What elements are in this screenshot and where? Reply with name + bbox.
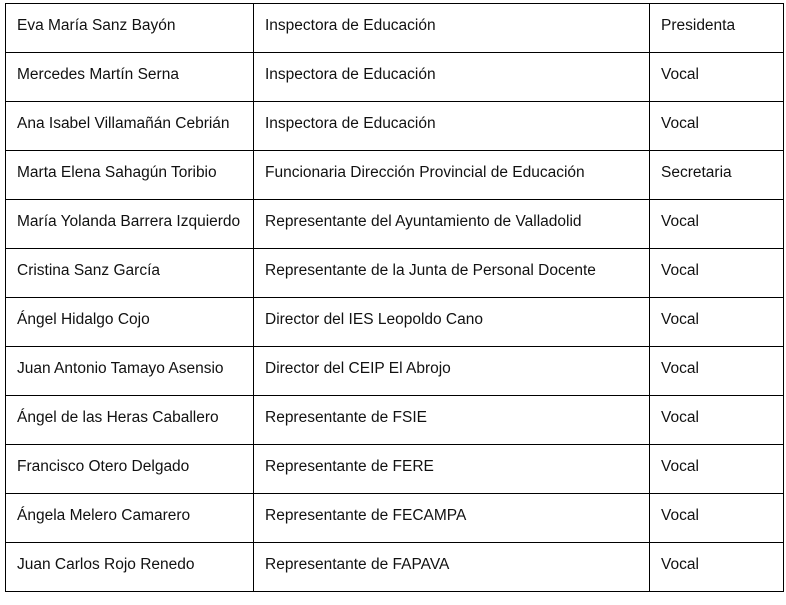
member-role-cell (254, 543, 650, 592)
table-row (6, 53, 784, 102)
members-table-container (5, 3, 784, 592)
member-position: Vocal (661, 66, 699, 83)
member-name: Ángel de las Heras Caballero (17, 409, 219, 426)
members-table-body (6, 4, 784, 592)
table-row (6, 494, 784, 543)
member-name-cell (6, 543, 254, 592)
member-name: Juan Antonio Tamayo Asensio (17, 360, 224, 377)
table-row (6, 151, 784, 200)
member-role-cell (254, 53, 650, 102)
member-name-cell (6, 298, 254, 347)
member-position-cell (650, 53, 784, 102)
table-row (6, 200, 784, 249)
member-name-cell (6, 4, 254, 53)
member-name: Eva María Sanz Bayón (17, 17, 176, 34)
table-row (6, 396, 784, 445)
member-role: Director del IES Leopoldo Cano (265, 311, 483, 328)
table-row (6, 249, 784, 298)
member-name-cell (6, 102, 254, 151)
member-name-cell (6, 53, 254, 102)
member-position-cell (650, 298, 784, 347)
member-position-cell (650, 102, 784, 151)
member-name-cell (6, 494, 254, 543)
member-role-cell (254, 151, 650, 200)
member-role: Funcionaria Dirección Provincial de Educación (265, 164, 585, 181)
member-role-cell (254, 200, 650, 249)
member-name-cell (6, 200, 254, 249)
member-position: Vocal (661, 360, 699, 377)
member-name-cell (6, 249, 254, 298)
member-name: Mercedes Martín Serna (17, 66, 179, 83)
member-position-cell (650, 249, 784, 298)
member-name: Francisco Otero Delgado (17, 458, 190, 475)
member-role-cell (254, 102, 650, 151)
member-position-cell (650, 4, 784, 53)
member-role: Representante de la Junta de Personal Docente (265, 262, 596, 279)
member-name-cell (6, 396, 254, 445)
member-name-cell (6, 151, 254, 200)
member-role-cell (254, 347, 650, 396)
member-role: Representante de FAPAVA (265, 556, 450, 573)
member-position: Vocal (661, 213, 699, 230)
table-row (6, 347, 784, 396)
member-role: Representante del Ayuntamiento de Valladolid (265, 213, 582, 230)
table-row (6, 4, 784, 53)
member-name: Marta Elena Sahagún Toribio (17, 164, 217, 181)
member-role-cell (254, 249, 650, 298)
member-position: Vocal (661, 115, 699, 132)
member-role-cell (254, 298, 650, 347)
member-position: Secretaria (661, 164, 732, 181)
member-role: Inspectora de Educación (265, 17, 436, 34)
member-position-cell (650, 200, 784, 249)
member-position: Presidenta (661, 17, 736, 34)
member-role-cell (254, 396, 650, 445)
member-name-cell (6, 445, 254, 494)
member-role: Representante de FSIE (265, 409, 427, 426)
member-role-cell (254, 4, 650, 53)
table-row (6, 102, 784, 151)
member-role: Inspectora de Educación (265, 66, 436, 83)
table-row (6, 543, 784, 592)
member-position-cell (650, 396, 784, 445)
member-name: Ángel Hidalgo Cojo (17, 311, 150, 328)
member-role: Director del CEIP El Abrojo (265, 360, 451, 377)
member-position: Vocal (661, 556, 699, 573)
member-role-cell (254, 445, 650, 494)
member-position-cell (650, 347, 784, 396)
member-name: María Yolanda Barrera Izquierdo (17, 213, 241, 230)
member-position-cell (650, 543, 784, 592)
table-row (6, 298, 784, 347)
member-position-cell (650, 445, 784, 494)
member-role-cell (254, 494, 650, 543)
member-role: Representante de FERE (265, 458, 434, 475)
member-position-cell (650, 494, 784, 543)
table-row (6, 445, 784, 494)
member-position: Vocal (661, 458, 699, 475)
member-name: Ángela Melero Camarero (17, 507, 191, 524)
member-position: Vocal (661, 409, 699, 426)
member-name: Cristina Sanz García (17, 262, 160, 279)
member-position: Vocal (661, 507, 699, 524)
member-role: Representante de FECAMPA (265, 507, 467, 524)
member-role: Inspectora de Educación (265, 115, 436, 132)
member-position: Vocal (661, 311, 699, 328)
member-name-cell (6, 347, 254, 396)
member-name: Ana Isabel Villamañán Cebrián (17, 115, 230, 132)
members-table (5, 3, 784, 592)
member-position: Vocal (661, 262, 699, 279)
member-position-cell (650, 151, 784, 200)
member-name: Juan Carlos Rojo Renedo (17, 556, 195, 573)
